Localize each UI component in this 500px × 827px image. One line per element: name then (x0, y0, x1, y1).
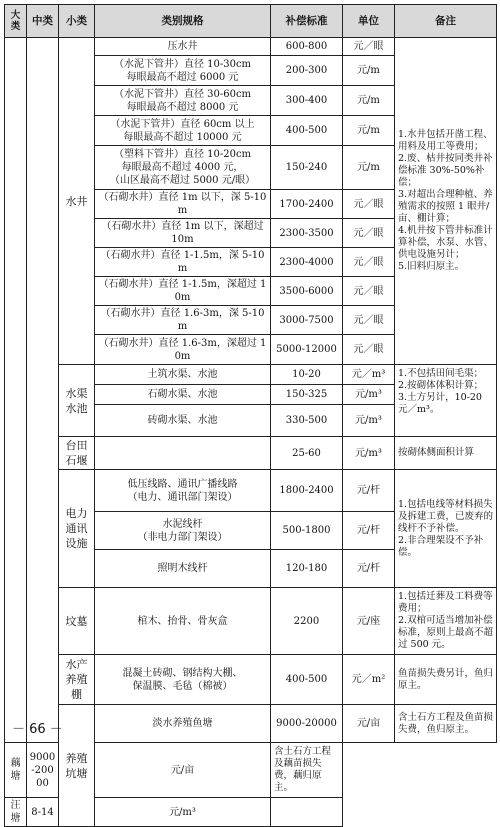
unit-cell: 元／眼 (343, 38, 395, 56)
note-cell-pond: 含土石方工程及鱼苗损失费，鱼归原主。 (395, 705, 497, 743)
spec-cell: 压水井 (95, 38, 271, 56)
spec-cell: 汪塘 (5, 798, 27, 827)
minor-cell-aqua: 水产 养殖 棚 (59, 655, 95, 705)
std-cell: 2300-3500 (271, 219, 343, 248)
unit-cell: 元／眼 (343, 335, 395, 365)
compensation-table (4, 4, 497, 827)
std-cell: 500-1800 (271, 512, 343, 550)
std-cell: 120-180 (271, 550, 343, 588)
std-cell: 150-240 (271, 146, 343, 190)
std-cell: 9000-20000 (271, 705, 343, 743)
spec-cell: 藕塘 (5, 743, 27, 798)
spec-cell: 低压线路、通讯广播线路 （电力、通讯部门架设） (95, 470, 271, 512)
unit-cell: 元/m³ (343, 385, 395, 405)
std-cell: 9000-20000 (27, 743, 59, 798)
note-cell-aqua: 鱼苗损失费另计，鱼归原主。 (395, 655, 497, 705)
spec-cell: （石砌水井）直径 1m 以下，深 5-10m (95, 190, 271, 219)
spec-cell: （石砌水井）直径 1-1.5m，深 5-10m (95, 248, 271, 277)
minor-cell-weir: 台田 石堰 (59, 437, 95, 470)
unit-cell: 元/杆 (343, 550, 395, 588)
unit-cell: 元/m³ (95, 798, 271, 827)
table-row (5, 365, 497, 385)
std-cell: 2300-4000 (271, 248, 343, 277)
mid-cell (27, 38, 59, 743)
note-cell-wells: 1.水井包括开凿工程、用料及用工等费用； 2.废、枯井按同类井补偿标准 30%-50%补偿； 3.对超出合理种植、养殖需求的按照 1 眼井/亩、棚计算； 4.机井按下管井标准计算补偿，水泵、水管、供电设施另计； 5.旧料归原主。 (395, 38, 497, 365)
note-cell-canals: 1.不包括田间毛渠； 2.按砌体体积计算； 3.土方另计，10-20 元／m³。 (395, 365, 497, 437)
spec-cell: （石砌水井）直径 1.6-3m，深 5-10m (95, 306, 271, 335)
unit-cell: 元/m (343, 146, 395, 190)
spec-cell: （石砌水井）直径 1.6-3m，深超过 10m (95, 335, 271, 365)
minor-cell-power: 电力 通讯 设施 (59, 470, 95, 588)
std-cell: 2200 (271, 588, 343, 655)
table-row (5, 655, 497, 705)
header-minor: 小类 (59, 5, 95, 38)
std-cell: 25-60 (271, 437, 343, 470)
std-cell: 400-500 (271, 655, 343, 705)
table-row (5, 588, 497, 655)
spec-cell: 土筑水渠、水池 (95, 365, 271, 385)
minor-cell-canals: 水渠 水池 (59, 365, 95, 437)
unit-cell: 元/m³ (343, 437, 395, 470)
header-std: 补偿标准 (271, 5, 343, 38)
spec-cell: 照明木线杆 (95, 550, 271, 588)
note-cell-grave: 1.包括迁葬及工料费等费用； 2.双棺可适当增加补偿标准，原则上最高不超过 500 元。 (395, 588, 497, 655)
minor-cell-grave: 坟墓 (59, 588, 95, 655)
note-cell-power: 1.包括电线等材料损失及拆建工费，已废弃的线杆不予补偿。 2.非合理架设不予补偿。 (395, 470, 497, 588)
std-cell: 300-400 (271, 86, 343, 116)
spec-cell: 淡水养殖鱼塘 (95, 705, 271, 743)
spec-cell: 水泥线杆 （非电力部门架设） (95, 512, 271, 550)
spec-cell: （塑料下管井）直径 10-20cm 每眼最高不超过 4000 元， （山区最高不超过 5000 元/眼） (95, 146, 271, 190)
note-cell-pond: 含土石方工程及藕苗损失费，藕归原主。 (271, 743, 343, 798)
unit-cell: 元/m³ (343, 405, 395, 437)
spec-cell: 砖砌水渠、水池 (95, 405, 271, 437)
header-note: 备注 (395, 5, 497, 38)
spec-cell: 石砌水渠、水池 (95, 385, 271, 405)
unit-cell: 元／眼 (343, 190, 395, 219)
std-cell: 150-325 (271, 385, 343, 405)
std-cell: 600-800 (271, 38, 343, 56)
unit-cell: 元/m (343, 86, 395, 116)
unit-cell: 元／眼 (343, 277, 395, 306)
spec-cell: 棺木、抬骨、骨灰盒 (95, 588, 271, 655)
spec-cell: （石砌水井）直径 1m 以下，深超过 10m (95, 219, 271, 248)
std-cell: 200-300 (271, 56, 343, 86)
header-row (5, 5, 497, 38)
minor-cell-wells: 水井 (59, 38, 95, 365)
unit-cell: 元/杆 (343, 470, 395, 512)
spec-cell: 混凝土砖砌、钢结构大棚、 保温膜、毛毡（棉被） (95, 655, 271, 705)
page-number: － 66 － (12, 722, 63, 737)
unit-cell: 元/亩 (343, 705, 395, 743)
std-cell: 1700-2400 (271, 190, 343, 219)
unit-cell: 元/座 (343, 588, 395, 655)
unit-cell: 元/m (343, 56, 395, 86)
unit-cell: 元/亩 (95, 743, 271, 798)
unit-cell: 元／眼 (343, 219, 395, 248)
header-mid: 中类 (27, 5, 59, 38)
table-row (5, 705, 497, 743)
note-cell-weir: 按砌体侧面积计算 (395, 437, 497, 470)
unit-cell: 元/m (343, 116, 395, 146)
table-row (5, 470, 497, 512)
std-cell: 8-14 (27, 798, 59, 827)
note-cell-pond (271, 798, 343, 827)
major-cell (5, 38, 27, 743)
header-major: 大类 (5, 5, 27, 38)
std-cell: 400-500 (271, 116, 343, 146)
table-row (5, 38, 497, 56)
unit-cell: 元/杆 (343, 512, 395, 550)
unit-cell: 元／m³ (343, 365, 395, 385)
spec-cell: （水泥下管井）直径 60cm 以上 每眼最高不超过 10000 元 (95, 116, 271, 146)
std-cell: 5000-12000 (271, 335, 343, 365)
std-cell: 1800-2400 (271, 470, 343, 512)
spec-cell: （水泥下管井）直径 10-30cm 每眼最高不超过 6000 元 (95, 56, 271, 86)
std-cell: 10-20 (271, 365, 343, 385)
std-cell: 330-500 (271, 405, 343, 437)
unit-cell: 元／眼 (343, 306, 395, 335)
unit-cell: 元／m² (343, 655, 395, 705)
spec-cell (95, 437, 271, 470)
unit-cell: 元／眼 (343, 248, 395, 277)
spec-cell: （水泥下管井）直径 30-60cm 每眼最高不超过 8000 元 (95, 86, 271, 116)
table-row (5, 437, 497, 470)
header-unit: 单位 (343, 5, 395, 38)
std-cell: 3500-6000 (271, 277, 343, 306)
minor-cell-ponds: 养殖 坑塘 (59, 705, 95, 827)
spec-cell: （石砌水井）直径 1-1.5m，深超过 10m (95, 277, 271, 306)
header-spec: 类别规格 (95, 5, 271, 38)
std-cell: 3000-7500 (271, 306, 343, 335)
